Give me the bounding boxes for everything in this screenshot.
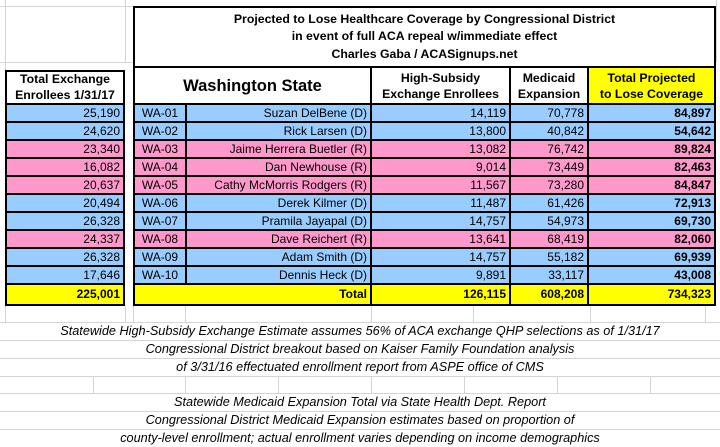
total-cell[interactable]: 89,824	[589, 141, 714, 159]
gridline	[125, 0, 126, 62]
medicaid-cell[interactable]: 61,426	[511, 195, 589, 213]
gridline	[185, 306, 186, 322]
rep-cell[interactable]: Jaime Herrera Buetler (R)	[187, 141, 372, 159]
exchange-enrollees-header-line1: Total Exchange	[20, 72, 110, 86]
table-row	[135, 159, 714, 177]
gridline	[650, 376, 651, 393]
exchange-column-header-cell[interactable]	[372, 68, 511, 105]
left-enrollee-cell[interactable]: 23,340	[7, 141, 123, 159]
gridline	[185, 376, 186, 393]
rep-cell[interactable]: Adam Smith (D)	[187, 249, 372, 267]
gridline	[125, 306, 126, 322]
exchange-cell[interactable]: 9,014	[372, 159, 511, 177]
gridline	[0, 376, 720, 377]
gridline	[5, 306, 6, 322]
exchange-cell[interactable]: 14,757	[372, 213, 511, 231]
rep-cell[interactable]: Dave Reichert (R)	[187, 231, 372, 249]
exchange-cell[interactable]: 14,757	[372, 249, 511, 267]
left-enrollee-cell[interactable]: 26,328	[7, 249, 123, 267]
medicaid-cell[interactable]: 73,280	[511, 177, 589, 195]
column-header-row	[135, 68, 714, 105]
gridline	[371, 376, 372, 393]
rep-cell[interactable]: Dan Newhouse (R)	[187, 159, 372, 177]
table-row	[135, 195, 714, 213]
footnote-medicaid-line2[interactable]: Congressional District Medicaid Expansion estimates based on proportion of	[145, 413, 575, 427]
total-cell[interactable]: 69,730	[589, 213, 714, 231]
coverage-loss-table	[133, 6, 716, 306]
gridline	[5, 0, 6, 70]
gridline	[464, 376, 465, 393]
table-row	[135, 231, 714, 249]
left-enrollee-cell[interactable]: 20,494	[7, 195, 123, 213]
gridline	[590, 306, 591, 322]
table-title-cell[interactable]	[135, 8, 714, 68]
total-cell[interactable]: 82,463	[589, 159, 714, 177]
medicaid-cell[interactable]: 73,449	[511, 159, 589, 177]
footnote-medicaid-line3[interactable]: county-level enrollment; actual enrollment varies depending on income demographics	[120, 431, 600, 445]
district-cell[interactable]: WA-04	[135, 159, 187, 177]
medicaid-cell[interactable]: 40,842	[511, 123, 589, 141]
district-cell[interactable]: WA-06	[135, 195, 187, 213]
gridline	[371, 306, 372, 322]
exchange-cell[interactable]: 13,082	[372, 141, 511, 159]
left-enrollee-cell[interactable]: 24,337	[7, 231, 123, 249]
left-enrollee-cell[interactable]: 24,620	[7, 123, 123, 141]
district-cell[interactable]: WA-05	[135, 177, 187, 195]
footnote-medicaid-line1[interactable]: Statewide Medicaid Expansion Total via State Health Dept. Report	[174, 395, 546, 409]
table-row	[135, 141, 714, 159]
exchange-column-header-line2: Exchange Enrollees	[382, 86, 499, 101]
footnote-exchange-line3[interactable]: of 3/31/16 effectuated enrollment report from ASPE office of CMS	[176, 360, 544, 374]
total-column-header-cell[interactable]	[589, 68, 714, 105]
medicaid-cell[interactable]: 76,742	[511, 141, 589, 159]
district-cell[interactable]: WA-03	[135, 141, 187, 159]
total-medicaid-cell[interactable]: 608,208	[511, 285, 589, 304]
total-cell[interactable]: 84,847	[589, 177, 714, 195]
district-cell[interactable]: WA-01	[135, 105, 187, 123]
gridline	[133, 306, 134, 322]
table-row	[135, 249, 714, 267]
medicaid-cell[interactable]: 70,778	[511, 105, 589, 123]
district-cell[interactable]: WA-08	[135, 231, 187, 249]
medicaid-column-header-line2: Expansion	[517, 86, 581, 101]
total-row	[135, 285, 714, 304]
table-row	[135, 105, 714, 123]
rep-cell[interactable]: Cathy McMorris Rodgers (R)	[187, 177, 372, 195]
left-total-cell[interactable]: 225,001	[7, 285, 123, 304]
gridline	[716, 0, 717, 62]
exchange-enrollees-header-line2: Enrollees 1/31/17	[15, 87, 115, 102]
left-enrollee-cell[interactable]: 20,637	[7, 177, 123, 195]
footnote-exchange-line2[interactable]: Congressional District breakout based on Kaiser Family Foundation analysis	[145, 342, 575, 356]
exchange-enrollees-table	[5, 70, 125, 306]
gridline	[557, 376, 558, 393]
medicaid-cell[interactable]: 55,182	[511, 249, 589, 267]
total-column-header-line2: to Lose Coverage	[599, 86, 704, 101]
exchange-cell[interactable]: 13,641	[372, 231, 511, 249]
total-cell[interactable]: 54,642	[589, 123, 714, 141]
table-title-line1: Projected to Lose Healthcare Coverage by Congressional District	[233, 11, 616, 26]
table-row	[135, 123, 714, 141]
gridline	[0, 6, 133, 7]
total-cell[interactable]: 43,008	[589, 267, 714, 285]
total-cell[interactable]: 82,060	[589, 231, 714, 249]
rep-cell[interactable]: Dennis Heck (D)	[187, 267, 372, 285]
district-cell[interactable]: WA-07	[135, 213, 187, 231]
gridline	[705, 306, 706, 322]
table-row	[135, 177, 714, 195]
grand-total-cell[interactable]: 734,323	[589, 285, 714, 304]
left-enrollee-cell[interactable]: 17,646	[7, 267, 123, 285]
gridline	[0, 62, 133, 63]
left-enrollee-cell[interactable]: 16,082	[7, 159, 123, 177]
exchange-cell[interactable]: 11,567	[372, 177, 511, 195]
total-label-cell[interactable]: Total	[135, 285, 372, 304]
district-cell[interactable]: WA-09	[135, 249, 187, 267]
medicaid-cell[interactable]: 68,419	[511, 231, 589, 249]
total-exchange-cell[interactable]: 126,115	[372, 285, 511, 304]
table-title-line3: Charles Gaba / ACASignups.net	[331, 46, 518, 61]
medicaid-column-header-cell[interactable]	[511, 68, 589, 105]
exchange-cell[interactable]: 14,119	[372, 105, 511, 123]
total-cell[interactable]: 84,897	[589, 105, 714, 123]
rep-cell[interactable]: Suzan DelBene (D)	[187, 105, 372, 123]
district-cell[interactable]: WA-02	[135, 123, 187, 141]
total-column-header-line1: Total Projected	[607, 70, 696, 85]
state-header-cell[interactable]: Washington State	[135, 68, 372, 105]
table-row	[135, 213, 714, 231]
exchange-enrollees-header-cell[interactable]	[7, 72, 123, 105]
exchange-column-header-line1: High-Subsidy	[400, 70, 481, 85]
rep-cell[interactable]: Derek Kilmer (D)	[187, 195, 372, 213]
left-enrollee-cell[interactable]: 25,190	[7, 105, 123, 123]
total-cell[interactable]: 69,939	[589, 249, 714, 267]
district-cell[interactable]: WA-10	[135, 267, 187, 285]
medicaid-cell[interactable]: 54,973	[511, 213, 589, 231]
left-enrollee-cell[interactable]: 26,328	[7, 213, 123, 231]
table-title-line2: in event of full ACA repeal w/immediate effect	[291, 29, 558, 44]
exchange-cell[interactable]: 11,487	[372, 195, 511, 213]
exchange-cell[interactable]: 13,800	[372, 123, 511, 141]
rep-cell[interactable]: Pramila Jayapal (D)	[187, 213, 372, 231]
total-cell[interactable]: 72,913	[589, 195, 714, 213]
gridline	[278, 376, 279, 393]
exchange-cell[interactable]: 9,891	[372, 267, 511, 285]
gridline	[473, 306, 474, 322]
footnote-exchange-line1[interactable]: Statewide High-Subsidy Exchange Estimate assumes 56% of ACA exchange QHP selections as of 1/31/17	[60, 324, 660, 338]
medicaid-column-header-line1: Medicaid	[522, 70, 576, 85]
table-row	[135, 267, 714, 285]
gridline	[93, 376, 94, 393]
rep-cell[interactable]: Rick Larsen (D)	[187, 123, 372, 141]
medicaid-cell[interactable]: 33,117	[511, 267, 589, 285]
